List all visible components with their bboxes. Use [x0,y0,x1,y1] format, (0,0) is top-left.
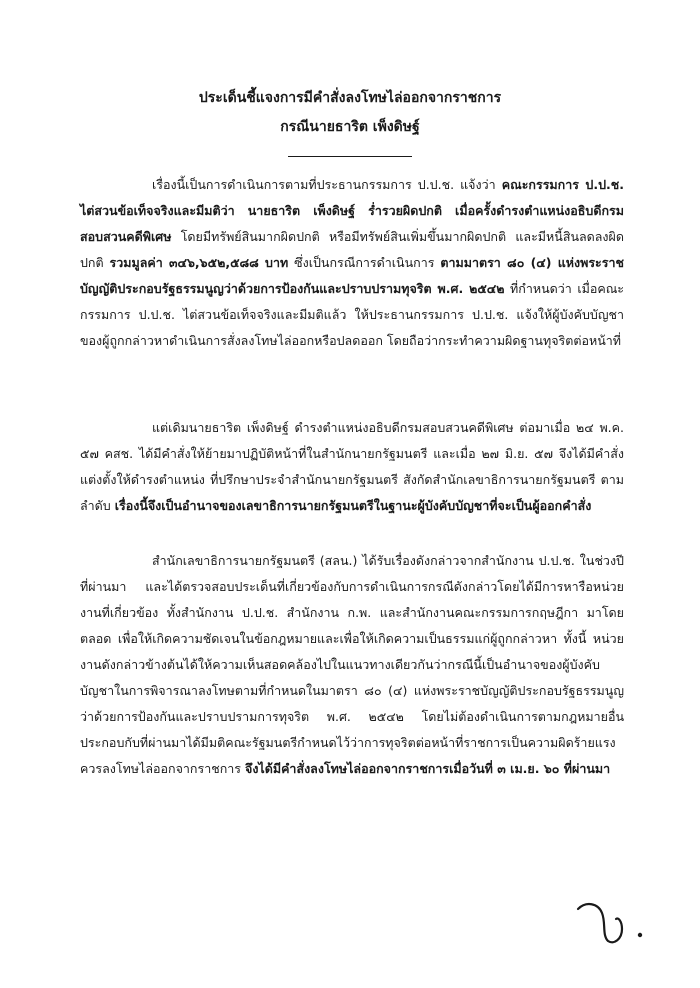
p1-text-4: ที่กำหนดว่า เมื่อคณะกรรมการ ป.ป.ช. ไต่สวนข้อเท็จจริงและมีมติแล้ว ให้ประธานกรรมการ ป.ป.ช. แจ้งให้ผู้บังคับบัญชาของผู้ถูกกล่าวหาดำเนินการสั่งลงโทษไล่ออกหรือปลดออก โดยถือว่ากระทำความผิดฐานทุจริตต่อหน้าที่ [80,281,625,348]
paragraph-1 [80,172,624,354]
p2-text-1: แต่เดิมนายธาริต เพ็งดิษฐ์ ดำรงตำแหน่งอธิบดีกรมสอบสวนคดีพิเศษ ต่อมาเมื่อ ๒๔ พ.ค. ๕๗ คสช. ได้มีคำสั่งให้ย้ายมาปฏิบัติหน้าที่ในสำนักนายกรัฐมนตรี และเมื่อ ๒๗ มิ.ย. ๕๗ จึงได้มีคำสั่งแต่งตั้งให้ดำรงตำแหน่ง ที่ปรึกษาประจำสำนักนายกรัฐมนตรี สังกัดสำนักเลขาธิการนายกรัฐมนตรี ตามลำดับ [80,420,624,513]
p1-bold-law: ตามมาตรา ๘๐ (๔) แห่งพระราชบัญญัติประกอบรัฐธรรมนูญว่าด้วยการป้องกันและปราบปรามทุจริต พ.ศ. ๒๕๔๒ [80,255,624,296]
p1-bold-1: คณะกรรมการ ป.ป.ช. ไต่สวนข้อเท็จจริงและมีมติว่า นายธาริต เพ็งดิษฐ์ ร่ำรวยผิดปกติ เมื่อครั้งดำรงตำแหน่งอธิบดีกรมสอบสวนคดีพิเศษ [80,177,624,244]
p1-text-2: โดยมีทรัพย์สินมากผิดปกติ หรือมีทรัพย์สินเพิ่มขึ้นมากผิดปกติ และมีหนี้สินลดลงผิดปกติ [80,229,624,270]
document-title: ประเด็นชี้แจงการมีคำสั่งลงโทษไล่ออกจากราชการ [198,90,502,106]
p1-bold-amount: รวมมูลค่า ๓๔๖,๖๕๒,๕๘๘ บาท [109,255,289,270]
handwritten-signature [572,895,662,951]
p1-text-3: ซึ่งเป็นกรณีการดำเนินการ [294,255,435,270]
p1-text-1: เรื่องนี้เป็นการดำเนินการตามที่ประธานกรรมการ ป.ป.ช. แจ้งว่า [152,177,496,192]
paragraph-3 [80,548,624,782]
paragraph-2 [80,415,624,519]
p2-bold-1: เรื่องนี้จึงเป็นอำนาจของเลขาธิการนายกรัฐมนตรีในฐานะผู้บังคับบัญชาที่จะเป็นผู้ออกคำสั่ง [114,498,592,513]
document-subtitle: กรณีนายธาริต เพ็งดิษฐ์ [280,119,420,135]
p3-bold-1: จึงได้มีคำสั่งลงโทษไล่ออกจากราชการเมื่อวันที่ ๓ เม.ย. ๖๐ ที่ผ่านมา [245,761,611,776]
title-divider [288,156,412,157]
p3-text-1: สำนักเลขาธิการนายกรัฐมนตรี (สลน.) ได้รับเรื่องดังกล่าวจากสำนักงาน ป.ป.ช. ในช่วงปีที่ผ่านมา และได้ตรวจสอบประเด็นที่เกี่ยวข้องกับการดำเนินการกรณีดังกล่าวโดยได้มีการหารือหน่วยงานที่เกี่ยวข้อง ทั้งสำนักงาน ป.ป.ช. สำนักงาน ก.พ. และสำนักงานคณะกรรมการกฤษฎีกา มาโดยตลอด เพื่อให้เกิดความชัดเจนในข้อกฎหมายและเพื่อให้เกิดความเป็นธรรมแก่ผู้ถูกกล่าวหา ทั้งนี้ หน่วยงานดังกล่าวข้างต้นได้ให้ความเห็นสอดคล้องไปในแนวทางเดียวกันว่ากรณีนี้เป็นอำนาจของผู้บังคับบัญชาในการพิจารณาลงโทษตามที่กำหนดในมาตรา ๘๐ (๔) แห่งพระราชบัญญัติประกอบรัฐธรรมนูญว่าด้วยการป้องกันและปราบปรามการทุจริต พ.ศ. ๒๕๔๒ โดยไม่ต้องดำเนินการตามกฎหมายอื่น ประกอบกับที่ผ่านมาได้มีมติคณะรัฐมนตรีกำหนดไว้ว่าการทุจริตต่อหน้าที่ราชการเป็นความผิดร้ายแรง ควรลงโทษไล่ออกจากราชการ [80,553,624,776]
